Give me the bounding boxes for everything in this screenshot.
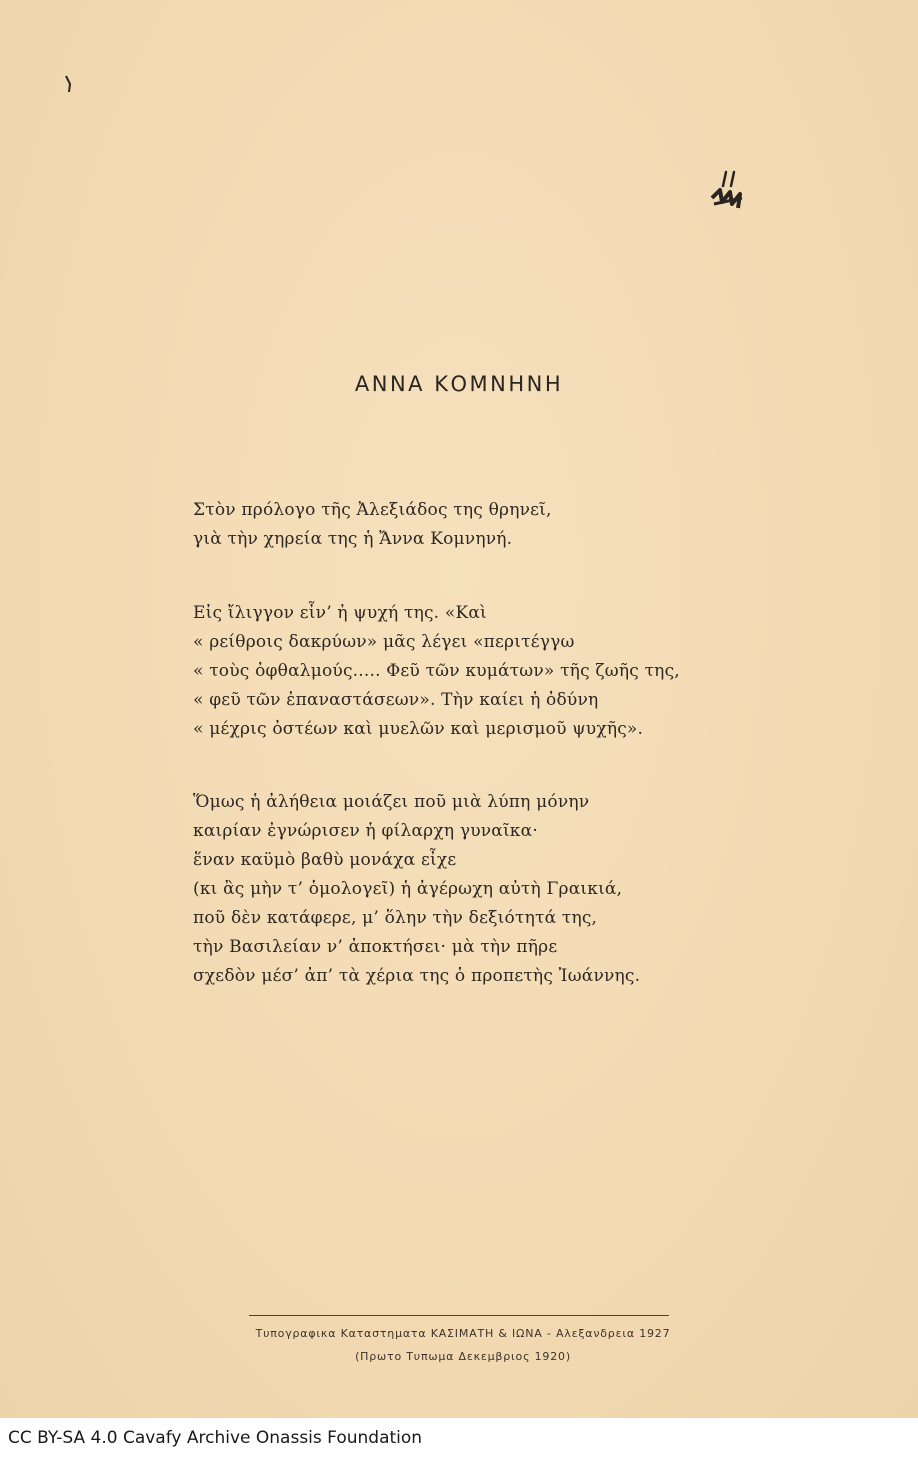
stanza-2 (193, 599, 793, 744)
handwritten-mark-icon (708, 168, 748, 218)
poem-line: ποῦ δὲν κατάφερε, μ’ ὅλην τὴν δεξιότητά της, (193, 908, 598, 928)
poem-line: Εἰς ἴλιγγον εἶν’ ἡ ψυχή της. «Καὶ (193, 603, 487, 623)
stanza-1 (193, 496, 793, 554)
ink-speck-icon (64, 74, 74, 94)
poem-line: « ρείθροις δακρύων» μᾶς λέγει «περιτέγγω (193, 632, 575, 652)
poem-title: ΑΝΝΑ ΚΟΜΝΗΝΗ (354, 372, 564, 396)
colophon-rule (249, 1315, 669, 1316)
license-credit: CC BY-SA 4.0 Cavafy Archive Onassis Foundation (8, 1428, 423, 1448)
poem-line: σχεδὸν μέσ’ ἀπ’ τὰ χέρια της ὁ προπετὴς Ἰωάννης. (193, 966, 641, 986)
poem-line: τὴν Βασιλείαν ν’ ἀποκτήσει· μὰ τὴν πῆρε (193, 937, 558, 957)
poem-line: Στὸν πρόλογο τῆς Ἀλεξιάδος της θρηνεῖ, (193, 500, 552, 520)
printer-colophon: Τυπογραφικα Καταστηματα ΚΑΣΙΜΑΤΗ & ΙΩΝΑ - Αλεξανδρεια 1927 (255, 1327, 671, 1340)
poem-line: (κι ἂς μὴν τ’ ὁμολογεῖ) ἡ ἀγέρωχη αὐτὴ Γραικιά, (193, 879, 623, 899)
poem-line: γιὰ τὴν χηρεία της ἡ Ἄννα Κομνηνή. (193, 529, 513, 549)
stanza-3 (193, 788, 793, 991)
poem-line: καιρίαν ἐγνώρισεν ἡ φίλαρχη γυναῖκα· (193, 821, 538, 841)
poem-line: « μέχρις ὀστέων καὶ μυελῶν καὶ μερισμοῦ ψυχῆς». (193, 719, 644, 739)
first-print-note: (Πρωτο Τυπωμα Δεκεμβριος 1920) (355, 1350, 571, 1363)
poem-line: ἕναν καϋμὸ βαθὺ μονάχα εἶχε (193, 850, 457, 870)
poem-line: « φεῦ τῶν ἐπαναστάσεων». Τὴν καίει ἡ ὀδύνη (193, 690, 599, 710)
poem-line: « τοὺς ὀφθαλμούς..... Φεῦ τῶν κυμάτων» τῆς ζωῆς της, (193, 661, 680, 681)
poem-line: Ὅμως ἡ ἀλήθεια μοιάζει ποῦ μιὰ λύπη μόνην (193, 792, 590, 812)
